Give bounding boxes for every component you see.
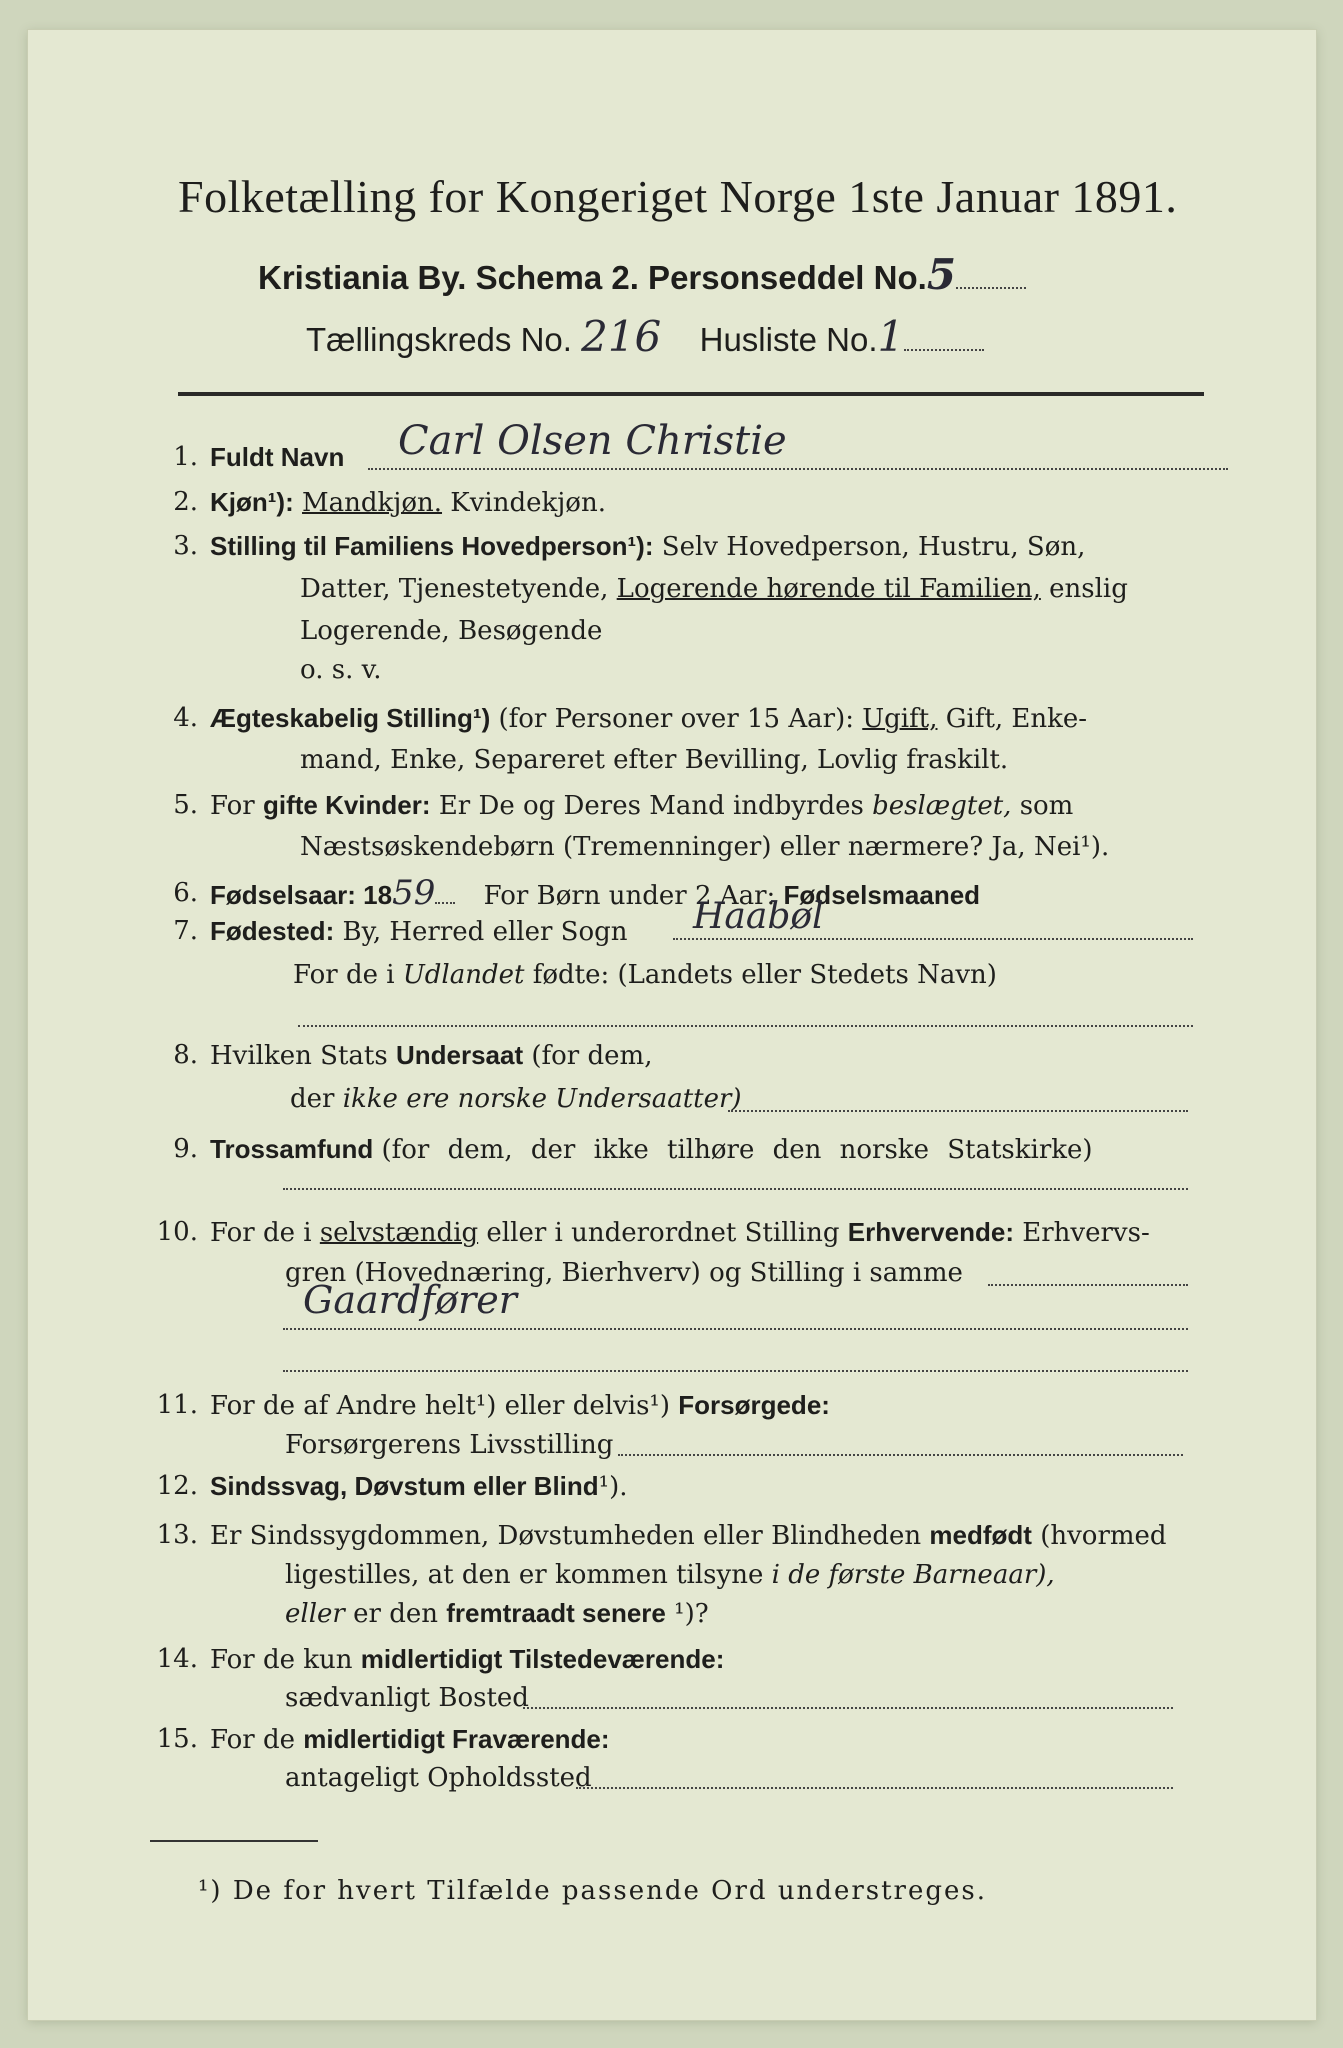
item-text: Er De og Deres Mand indbyrdes	[438, 791, 864, 821]
census-form	[28, 30, 1316, 2020]
item-text: Udlandet	[402, 960, 525, 990]
item-number: 7.	[173, 916, 198, 946]
item-text: By, Herred eller Sogn	[342, 917, 628, 947]
item-text: Erhvervs-	[1022, 1218, 1150, 1248]
item-number: 10.	[156, 1217, 198, 1247]
birth-year-answer: 59	[392, 873, 436, 913]
item-number: 6.	[173, 878, 198, 908]
item-number: 5.	[173, 790, 198, 820]
option-ugift: Ugift,	[862, 704, 938, 734]
item-label: fremtraadt senere	[446, 1598, 666, 1628]
item-8-line2	[290, 1084, 742, 1114]
full-name-answer: Carl Olsen Christie	[398, 418, 787, 464]
item-4-line2	[300, 745, 1008, 775]
item-7-line2	[293, 960, 997, 990]
kreds-number: 216	[581, 312, 662, 361]
item-number: 2.	[173, 487, 198, 517]
item-number: 3.	[173, 531, 198, 561]
name-dotline	[368, 468, 1228, 470]
item-text: (for dem,	[531, 1041, 653, 1071]
item-text: Gift, Enke-	[945, 704, 1088, 734]
item-text: o. s. v.	[300, 655, 382, 685]
item-text: er den	[353, 1599, 438, 1629]
item-label: Trossamfund	[210, 1134, 374, 1164]
erhverv-dotline-1	[988, 1284, 1188, 1286]
personseddel-number: 5	[926, 250, 957, 299]
item-text: (for dem, der ikke tilhøre den norske Statskirke)	[381, 1135, 1093, 1165]
item-label: Erhvervende:	[847, 1217, 1014, 1247]
item-number: 8.	[173, 1040, 198, 1070]
item-13-line3	[285, 1598, 709, 1629]
trossamfund-dotline	[283, 1188, 1188, 1190]
item-5-line2	[300, 832, 1109, 862]
item-text: ¹).	[598, 1472, 628, 1502]
opholdssted-dotline	[576, 1787, 1173, 1789]
item-text: beslægtet,	[872, 791, 1012, 821]
form-title: Folketælling for Kongeriget Norge 1ste Januar 1891.	[178, 171, 1178, 222]
item-text: antageligt Opholdssted	[285, 1763, 592, 1793]
item-text: Er Sindssygdommen, Døvstumheden eller Blindheden	[210, 1521, 922, 1551]
item-text: eller	[285, 1599, 345, 1629]
subtitle-text: Kristiania By. Schema 2. Personseddel No.	[258, 259, 927, 296]
item-text: enslig	[1049, 574, 1128, 604]
option-kvindekjon: Kvindekjøn.	[450, 488, 606, 518]
item-text: mand, Enke, Separeret efter Bevilling, Lovlig fraskilt.	[300, 745, 1009, 775]
item-11-line2	[285, 1430, 613, 1460]
item-label: medfødt	[929, 1520, 1032, 1550]
erhverv-dotline-3	[283, 1370, 1188, 1372]
item-number: 12.	[156, 1471, 198, 1501]
item-text: Logerende, Besøgende	[300, 616, 603, 646]
husliste-number: 1	[877, 312, 905, 361]
item-text: Forsørgerens Livsstilling	[285, 1430, 614, 1460]
footnote-divider	[150, 1840, 318, 1842]
option-mandkjon: Mandkjøn.	[302, 488, 443, 518]
item-number: 9.	[173, 1134, 198, 1164]
item-text: fødte: (Landets eller Stedets Navn)	[532, 960, 997, 990]
item-number: 11.	[156, 1390, 198, 1420]
item-label: midlertidigt Tilstedeværende:	[360, 1644, 725, 1674]
item-text: For de	[210, 1725, 295, 1755]
husliste-label: Husliste No.	[699, 321, 878, 358]
item-text: som	[1019, 791, 1074, 821]
item-text: sædvanligt Bosted	[285, 1683, 529, 1713]
item-label: Sindssvag, Døvstum eller Blind	[210, 1471, 599, 1501]
item-text: Hvilken Stats	[210, 1041, 388, 1071]
item-text: For de i	[293, 960, 395, 990]
item-text: Datter, Tjenestetyende,	[300, 574, 609, 604]
bosted-dotline	[523, 1707, 1173, 1709]
birthplace-answer: Haabøl	[693, 896, 824, 937]
item-3-line2	[300, 574, 1128, 604]
item-text: Næstsøskendebørn (Tremenninger) eller nærmere? Ja, Nei¹).	[300, 832, 1110, 862]
item-label: Forsørgede:	[678, 1390, 830, 1420]
item-number: 15.	[156, 1724, 198, 1754]
occupation-answer: Gaardfører	[303, 1278, 517, 1322]
item-text: Selv Hovedperson, Hustru, Søn,	[661, 532, 1086, 562]
item-label: gifte Kvinder:	[262, 790, 431, 820]
item-14-line2	[285, 1683, 529, 1713]
forsorger-dotline	[618, 1454, 1183, 1456]
item-label: Fødselsaar: 18	[210, 880, 393, 910]
item-label: Fødselsmaaned	[783, 880, 981, 910]
footnote: ¹) De for hvert Tilfælde passende Ord understreges.	[198, 1876, 988, 1906]
option-selvstaendig: selvstændig	[319, 1218, 479, 1248]
erhverv-dotline-2	[283, 1328, 1188, 1330]
item-text: For de i	[210, 1218, 312, 1248]
item-3-line4	[300, 655, 381, 685]
undersaat-dotline	[728, 1110, 1188, 1112]
item-text: eller i underordnet Stilling	[486, 1218, 840, 1248]
form-subtitle	[258, 250, 1026, 299]
item-text: ikke ere norske Undersaatter)	[342, 1084, 742, 1114]
item-text: For de af Andre helt¹) eller delvis¹)	[210, 1391, 670, 1421]
item-text: gren (Hovednæring, Bierhverv) og Stilling i samme	[285, 1258, 963, 1288]
item-label: Stilling til Familiens Hovedperson¹):	[210, 531, 654, 561]
item-number: 4.	[173, 703, 198, 733]
item-15-line2	[285, 1763, 592, 1793]
item-number: 14.	[156, 1644, 198, 1674]
header-divider	[178, 392, 1204, 396]
item-text: For de kun	[210, 1645, 353, 1675]
item-text: For Børn under 2 Aar:	[483, 881, 776, 911]
item-text: der	[290, 1084, 335, 1114]
item-number: 1.	[173, 442, 198, 472]
item-text: (for Personer over 15 Aar):	[498, 704, 854, 734]
item-text: ligestilles, at den er kommen tilsyne	[285, 1560, 764, 1590]
item-13-line2	[285, 1560, 1055, 1590]
item-label: Ægteskabelig Stilling¹)	[210, 703, 491, 733]
item-text: For	[210, 791, 255, 821]
item-label: Fuldt Navn	[210, 442, 345, 472]
birthplace-dotline	[673, 938, 1193, 940]
item-label: midlertidigt Fraværende:	[303, 1724, 610, 1754]
item-text: (hvormed	[1040, 1521, 1167, 1551]
item-number: 13.	[156, 1520, 198, 1550]
item-text: i de første Barneaar),	[771, 1560, 1055, 1590]
option-logerende-horende: Logerende hørende til Familien,	[616, 574, 1041, 604]
item-label: Undersaat	[395, 1040, 524, 1070]
item-text: ¹)?	[674, 1599, 709, 1629]
item-label: Fødested:	[210, 916, 335, 946]
kreds-label: Tællingskreds No.	[306, 321, 572, 358]
foreign-dotline	[298, 1025, 1193, 1027]
item-label: Kjøn¹):	[210, 487, 294, 517]
item-3-line3	[300, 616, 602, 646]
kreds-line	[306, 312, 984, 361]
